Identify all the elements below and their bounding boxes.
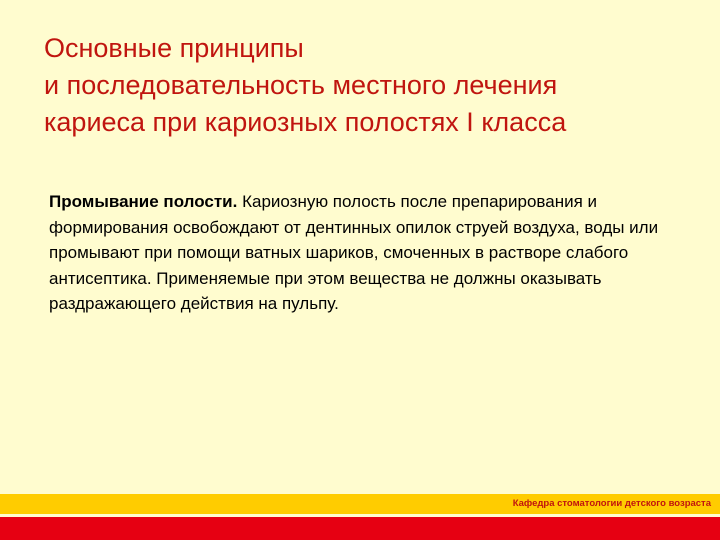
slide-title-line-1: Основные принципы <box>44 33 304 63</box>
body-lead-term: Промывание полости. <box>49 192 238 211</box>
body-text: Кариозную полость после препарирования и формирования освобождают от дентинных опилок струей воздуха, воды или промывают при помощи ватных шариков, смоченных в растворе слабого антисептика. Применяемые при этом вещества не должны оказывать раздражающего действия на пульпу. <box>49 192 659 314</box>
slide-title <box>44 30 704 141</box>
footer-department-label: Кафедра стоматологии детского возраста <box>512 498 711 509</box>
body-paragraph <box>49 189 699 317</box>
footer-band-red <box>0 517 720 540</box>
slide-title-line-2: и последовательность местного лечения <box>44 70 558 100</box>
slide-title-line-3: кариеса при кариозных полостях I класса <box>44 107 567 137</box>
